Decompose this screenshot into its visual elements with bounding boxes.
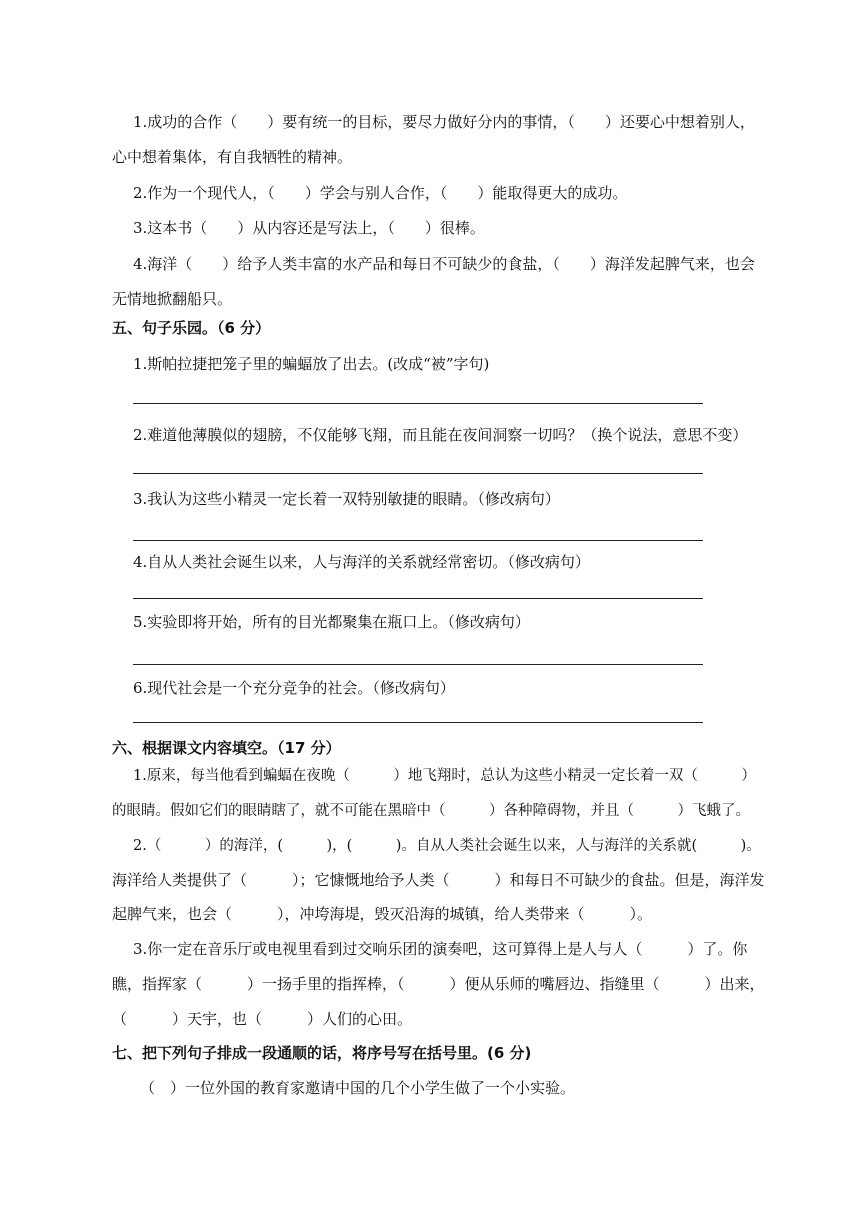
s6-p2-line2: 海洋给人类提供了（ ）；它慷慨地给予人类（ ）和每日不可缺少的食盐。但是，海洋发 <box>112 871 765 889</box>
section6-title: 六、根据课文内容填空。（17 分） <box>112 739 341 757</box>
s5-answer-line-2[interactable] <box>133 473 703 474</box>
s4-q3: 3.这本书（ ）从内容还是写法上，（ ）很棒。 <box>133 219 485 237</box>
s5-item-1: 1.斯帕拉捷把笼子里的蝙蝠放了出去。(改成“被”字句) <box>133 355 490 373</box>
s5-answer-line-4[interactable] <box>133 598 703 599</box>
s7-item-1: （ ）一位外国的教育家邀请中国的几个小学生做了一个小实验。 <box>140 1079 576 1097</box>
s6-p3-line1: 3.你一定在音乐厅或电视里看到过交响乐团的演奏吧，这可算得上是人与人（ ）了。你 <box>133 940 748 958</box>
s4-q4-line1: 4.海洋（ ）给予人类丰富的水产品和每日不可缺少的食盐，（ ）海洋发起脾气来，也会 <box>133 255 755 273</box>
s5-item-6: 6.现代社会是一个充分竞争的社会。（修改病句） <box>133 679 455 697</box>
s5-answer-line-5[interactable] <box>133 664 703 665</box>
s5-item-3: 3.我认为这些小精灵一定长着一双特别敏捷的眼睛。（修改病句） <box>133 490 560 508</box>
s4-q2: 2.作为一个现代人，（ ）学会与别人合作，（ ）能取得更大的成功。 <box>133 184 628 202</box>
s4-q1-line1: 1.成功的合作（ ）要有统一的目标，要尽力做好分内的事情，（ ）还要心中想着别人， <box>133 113 755 131</box>
s4-q4-line2: 无情地掀翻船只。 <box>112 290 233 308</box>
s5-answer-line-6[interactable] <box>133 722 703 723</box>
s6-p2-line1: 2.（ ）的海洋，( )，( )。自从人类社会诞生以来，人与海洋的关系就( )。 <box>133 838 761 854</box>
s5-answer-line-1[interactable] <box>133 403 703 404</box>
s5-item-2: 2.难道他薄膜似的翅膀，不仅能够飞翔，而且能在夜间洞察一切吗？（换个说法，意思不变） <box>133 426 748 444</box>
s4-q1-line2: 心中想着集体，有自我牺牲的精神。 <box>112 148 353 166</box>
s5-item-4: 4.自从人类社会诞生以来，人与海洋的关系就经常密切。（修改病句） <box>133 553 590 571</box>
section7-title: 七、把下列句子排成一段通顺的话，将序号写在括号里。(6 分) <box>112 1044 532 1062</box>
s5-item-5: 5.实验即将开始，所有的目光都聚集在瓶口上。（修改病句） <box>133 613 530 631</box>
s6-p3-line2: 瞧，指挥家（ ）一扬手里的指挥棒，（ ）便从乐师的嘴唇边、指缝里（ ）出来， <box>112 975 765 993</box>
s6-p3-line3: （ ）天宇，也（ ）人们的心田。 <box>112 1010 413 1028</box>
s6-p1-line1: 1.原来，每当他看到蝙蝠在夜晚（ ）地飞翔时，总认为这些小精灵一定长着一双（ ） <box>133 768 756 784</box>
s5-answer-line-3[interactable] <box>133 540 703 541</box>
s6-p2-line3: 起脾气来，也会（ ），冲垮海堤，毁灭沿海的城镇，给人类带来（ ）。 <box>112 905 653 923</box>
section5-title: 五、句子乐园。（6 分） <box>112 319 271 337</box>
s6-p1-line2: 的眼睛。假如它们的眼睛瞎了，就不可能在黑暗中（ ）各种障碍物，并且（ ）飞蛾了。 <box>112 803 750 819</box>
